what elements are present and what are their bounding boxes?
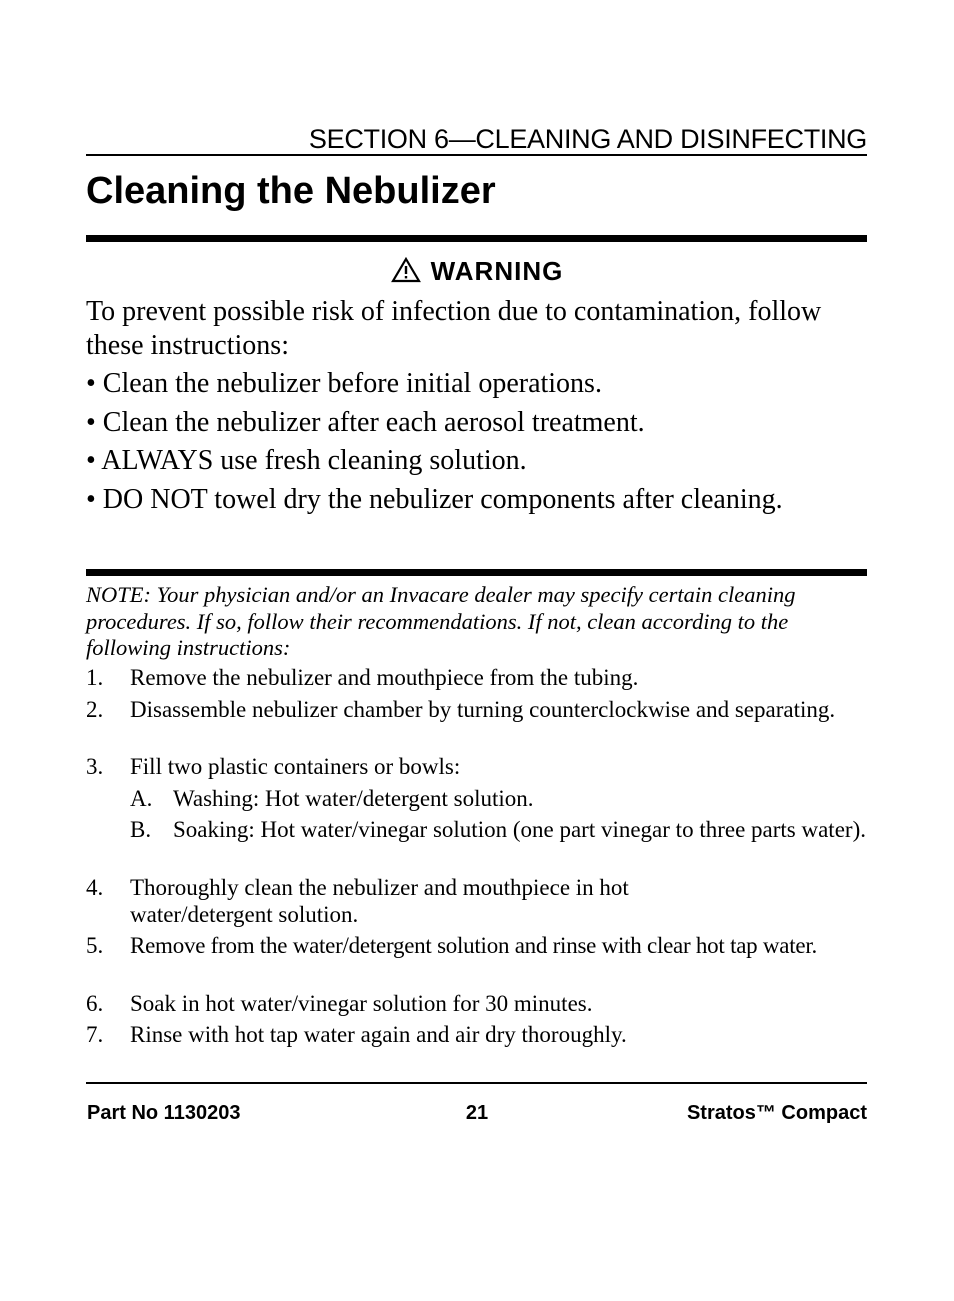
sub-list-item <box>0 786 954 816</box>
sub-list-item <box>0 817 954 873</box>
list-item <box>0 875 954 931</box>
warning-top-rule <box>86 235 867 242</box>
step-number: 2. <box>86 697 104 722</box>
footer-page-number: 21 <box>465 1102 489 1124</box>
footer-product-name: Stratos™ Compact <box>686 1102 867 1124</box>
step-number: 6. <box>86 991 104 1016</box>
step-text: Remove from the water/detergent solution and rinse with clear hot tap water. <box>130 933 817 958</box>
step-text: Disassemble nebulizer chamber by turning counterclockwise and separating. <box>130 697 836 722</box>
step-letter: A. <box>130 786 153 811</box>
list-item <box>0 665 954 695</box>
list-item <box>0 697 954 753</box>
header-rule <box>86 154 867 156</box>
warning-triangle-icon <box>391 257 421 283</box>
warning-bottom-rule <box>86 569 867 576</box>
footer-part-number: Part No 1130203 <box>87 1102 241 1124</box>
page-title: Cleaning the Nebulizer <box>86 170 496 212</box>
step-text: Remove the nebulizer and mouthpiece from the tubing. <box>130 665 639 690</box>
list-item <box>0 933 954 989</box>
list-item <box>0 1022 954 1052</box>
step-number: 7. <box>86 1022 104 1047</box>
step-text: Fill two plastic containers or bowls: <box>130 754 461 779</box>
warning-bullet: • Clean the nebulizer before initial operations. <box>86 368 602 399</box>
step-letter: B. <box>130 817 152 842</box>
step-text: Soak in hot water/vinegar solution for 30 minutes. <box>130 991 593 1016</box>
step-text: Soaking: Hot water/vinegar solution (one part vinegar to three parts water). <box>173 817 866 842</box>
list-item <box>0 754 954 784</box>
step-number: 5. <box>86 933 104 958</box>
step-number: 3. <box>86 754 104 779</box>
footer-rule <box>86 1082 867 1084</box>
section-header: SECTION 6—CLEANING AND DISINFECTING <box>308 124 867 154</box>
step-number: 1. <box>86 665 104 690</box>
warning-bullet: • ALWAYS use fresh cleaning solution. <box>86 445 527 476</box>
warning-bullet: • Clean the nebulizer after each aerosol treatment. <box>86 407 645 438</box>
step-number: 4. <box>86 875 104 900</box>
step-text: Thoroughly clean the nebulizer and mouthpiece in hot water/detergent solution. <box>130 875 629 927</box>
warning-heading <box>0 253 954 289</box>
step-text: Washing: Hot water/detergent solution. <box>173 786 534 811</box>
warning-intro: To prevent possible risk of infection due to contamination, follow these instructions: <box>86 296 822 361</box>
list-item <box>0 991 954 1021</box>
warning-label: WARNING <box>430 256 564 286</box>
step-text: Rinse with hot tap water again and air dry thoroughly. <box>130 1022 627 1047</box>
note-text: NOTE: Your physician and/or an Invacare dealer may specify certain cleaning procedures. If so, follow their recommendations. If not, clean according to the following instructions: <box>86 582 796 660</box>
warning-bullet: • DO NOT towel dry the nebulizer components after cleaning. <box>86 484 783 515</box>
